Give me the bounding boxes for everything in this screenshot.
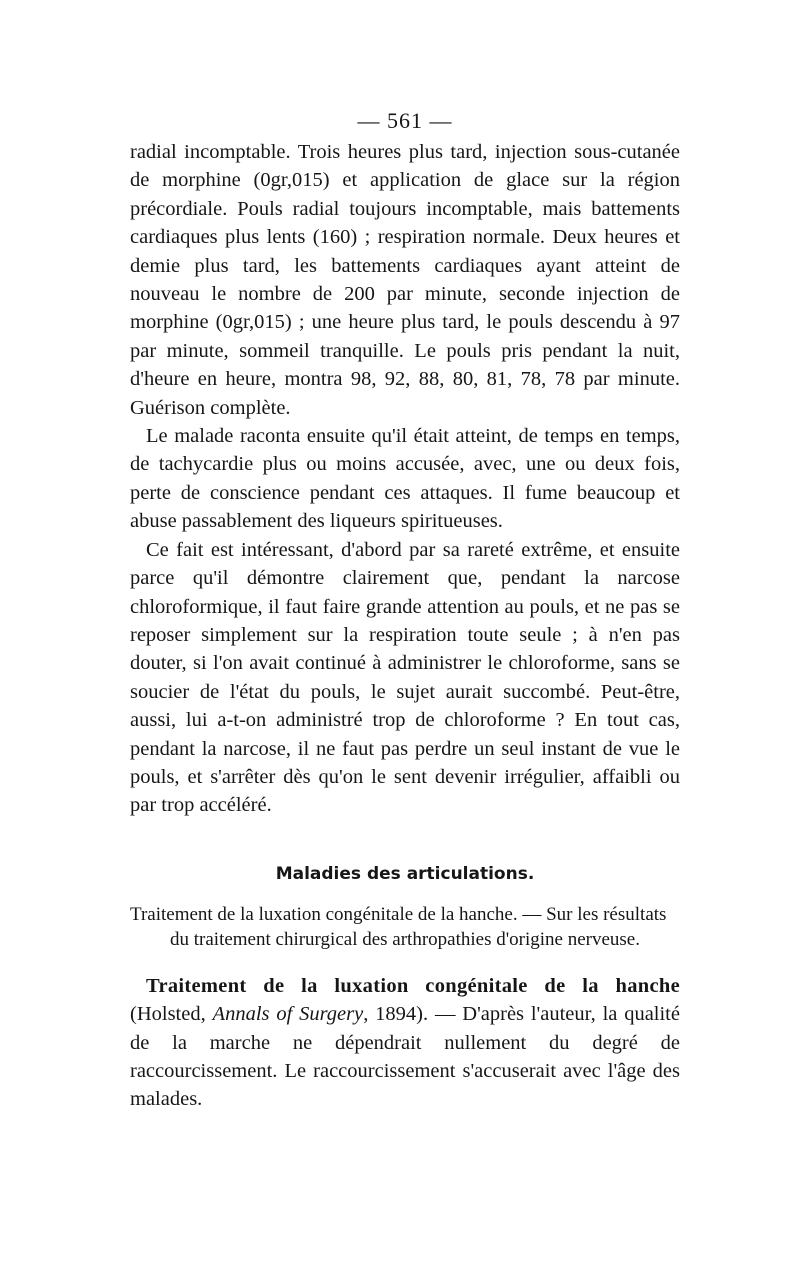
- section-summary-line-1: Traitement de la luxation congénitale de la hanche. — Sur les résultats: [130, 903, 667, 925]
- section-summary: [130, 902, 680, 952]
- paragraph-article: [130, 972, 680, 1114]
- paragraph-case-report: radial incomptable. Trois heures plus tard, injection sous-cutanée de morphine (0gr,015) et application de glace sur la région précordiale. Pouls radial toujours incomptable, mais battements cardiaques plus lents (160) ; respiration normale. Deux heures et demie plus tard, les battements cardiaques ayant atteint de nouveau le nombre de 200 par minute, seconde injection de morphine (0gr,015) ; une heure plus tard, le pouls descendu à 97 par minute, sommeil tranquille. Le pouls pris pendant la nuit, d'heure en heure, montra 98, 92, 88, 80, 81, 78, 78 par minute. Guérison complète.: [130, 141, 680, 419]
- paragraph-discussion: Ce fait est intéressant, d'abord par sa rareté extrême, et ensuite parce qu'il démontre clairement que, pendant la narcose chloroformique, il faut faire grande attention au pouls, et ne pas se reposer simplement sur la respiration toute seule ; à n'en pas douter, si l'on avait continué à administrer le chloroforme, sans se soucier de l'état du pouls, le sujet aurait succombé. Peut-être, aussi, lui a-t-on administré trop de chloroforme ? En tout cas, pendant la narcose, il ne faut pas perdre un seul instant de vue le pouls, et s'arrêter dès qu'on le sent devenir irrégulier, affaibli ou par trop accéléré.: [130, 538, 680, 817]
- article-lead-title: Traitement de la luxation congénitale de la hanche: [146, 974, 680, 997]
- document-page: [130, 108, 680, 1114]
- article-ref-journal: Annals of Surgery: [212, 1003, 364, 1026]
- page-number: — 561 —: [357, 108, 453, 133]
- paragraph-patient-history: Le malade raconta ensuite qu'il était atteint, de temps en temps, de tachycardie plus ou moins accusée, avec, une ou deux fois, perte de conscience pendant ces attaques. Il fume beaucoup et abuse passablement des liqueurs spiritueuses.: [130, 425, 680, 533]
- section-summary-line-2: du traitement chirurgical des arthropathies d'origine nerveuse.: [170, 928, 640, 950]
- article-body: , 1894). — D'après l'auteur, la qualité de la marche ne dépendrait nullement du degré de raccourcissement. Le raccourcissement s'accuserait avec l'âge des malades.: [130, 1003, 680, 1111]
- article-ref-author: (Holsted,: [130, 1003, 213, 1026]
- section-title: Maladies des articulations.: [275, 863, 535, 884]
